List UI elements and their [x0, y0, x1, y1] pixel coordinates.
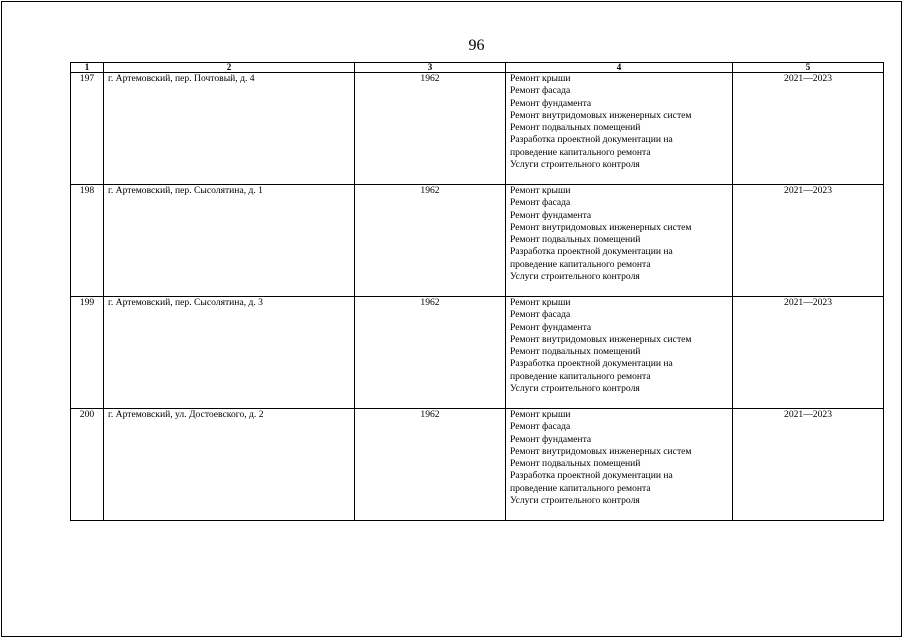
year-cell: 1962 — [355, 409, 506, 521]
period-cell: 2021—2023 — [733, 297, 884, 409]
row-number: 199 — [71, 297, 104, 409]
work-item: Ремонт подвальных помещений — [510, 458, 641, 470]
work-item: Ремонт внутридомовых инженерных систем — [510, 109, 692, 121]
work-item: Разработка проектной документации на — [510, 246, 673, 258]
work-item: Услуги строительного контроля — [510, 271, 640, 283]
work-item: Ремонт внутридомовых инженерных систем — [510, 445, 692, 457]
row-number: 197 — [71, 73, 104, 185]
work-item: Ремонт фасада — [510, 309, 571, 321]
row-number: 200 — [71, 409, 104, 521]
work-item: проведение капитального ремонта — [510, 482, 651, 494]
works-cell — [506, 297, 733, 409]
header-col-3: 3 — [355, 63, 506, 73]
work-item: проведение капитального ремонта — [510, 146, 651, 158]
work-item: проведение капитального ремонта — [510, 258, 651, 270]
work-item: Ремонт крыши — [510, 297, 571, 308]
work-item: Ремонт фундамента — [510, 209, 592, 221]
address-cell: г. Артемовский, пер. Почтовый, д. 4 — [104, 73, 355, 185]
work-item: Ремонт подвальных помещений — [510, 346, 641, 358]
work-item: Услуги строительного контроля — [510, 383, 640, 395]
year-cell: 1962 — [355, 297, 506, 409]
table-row — [71, 185, 884, 297]
work-item: Ремонт внутридомовых инженерных систем — [510, 221, 692, 233]
works-cell — [506, 73, 733, 185]
works-cell — [506, 185, 733, 297]
header-col-2: 2 — [104, 63, 355, 73]
work-item: Разработка проектной документации на — [510, 134, 673, 146]
work-item: Ремонт крыши — [510, 73, 571, 84]
header-col-1: 1 — [71, 63, 104, 73]
period-cell: 2021—2023 — [733, 185, 884, 297]
work-item: Ремонт крыши — [510, 409, 571, 420]
work-item: Разработка проектной документации на — [510, 470, 673, 482]
works-cell — [506, 409, 733, 521]
table-row — [71, 73, 884, 185]
work-item: Ремонт фундамента — [510, 321, 592, 333]
work-item: Ремонт фасада — [510, 421, 571, 433]
period-cell: 2021—2023 — [733, 73, 884, 185]
work-item: Ремонт крыши — [510, 185, 571, 196]
work-item: Ремонт подвальных помещений — [510, 234, 641, 246]
header-col-4: 4 — [506, 63, 733, 73]
row-number: 198 — [71, 185, 104, 297]
work-item: Услуги строительного контроля — [510, 159, 640, 171]
period-cell: 2021—2023 — [733, 409, 884, 521]
address-cell: г. Артемовский, пер. Сысолятина, д. 1 — [104, 185, 355, 297]
work-item: Разработка проектной документации на — [510, 358, 673, 370]
work-item: Услуги строительного контроля — [510, 495, 640, 507]
work-item: Ремонт фасада — [510, 85, 571, 97]
work-item: Ремонт фундамента — [510, 433, 592, 445]
table-row — [71, 409, 884, 521]
work-item: Ремонт подвальных помещений — [510, 122, 641, 134]
work-item: Ремонт фасада — [510, 197, 571, 209]
work-item: Ремонт внутридомовых инженерных систем — [510, 333, 692, 345]
address-cell: г. Артемовский, пер. Сысолятина, д. 3 — [104, 297, 355, 409]
page-number: 96 — [468, 37, 485, 54]
header-row — [71, 63, 884, 73]
header-col-5: 5 — [733, 63, 884, 73]
address-cell: г. Артемовский, ул. Достоевского, д. 2 — [104, 409, 355, 521]
year-cell: 1962 — [355, 73, 506, 185]
work-item: проведение капитального ремонта — [510, 370, 651, 382]
repair-table — [70, 62, 884, 521]
work-item: Ремонт фундамента — [510, 97, 592, 109]
table-row — [71, 297, 884, 409]
year-cell: 1962 — [355, 185, 506, 297]
